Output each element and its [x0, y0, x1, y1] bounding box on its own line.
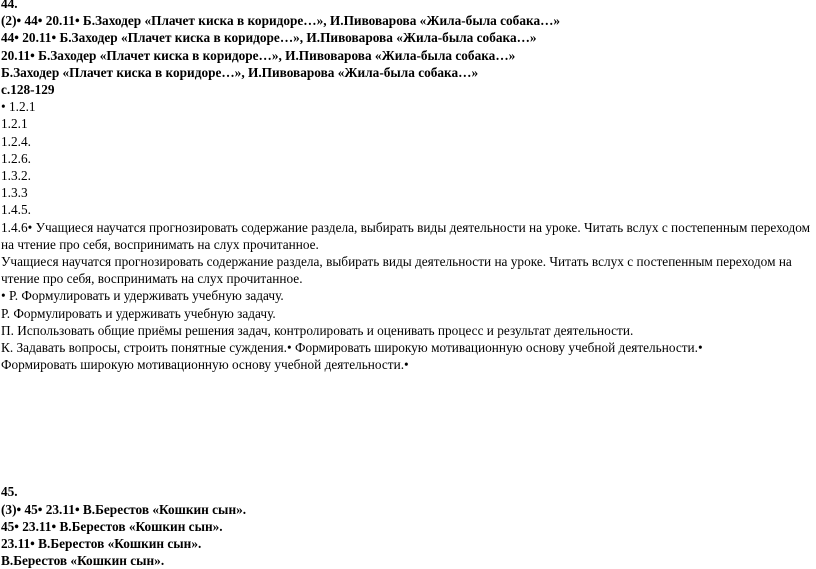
lesson-45-heading: 45. [1, 484, 18, 500]
lesson-44-title-line: (2)• 44• 20.11• Б.Заходер «Плачет киска в коридоре…», И.Пивоварова «Жила-была собака…» [1, 13, 561, 29]
code-line: 1.3.3 [1, 185, 28, 201]
lesson-44-title-line: Б.Заходер «Плачет киска в коридоре…», И.Пивоварова «Жила-была собака…» [1, 64, 479, 80]
code-line: 1.4.5. [1, 202, 31, 218]
outcome-paragraph: Учащиеся научатся прогнозировать содержание раздела, выбирать виды деятельности на уроке. Читать вслух с постепенным переходом на чтение про себя, воспринимать на слух прочитанное. [1, 254, 792, 287]
personal-line: Формировать широкую мотивационную основу учебной деятельности.• [1, 357, 409, 373]
lesson-45-title-line: 23.11• В.Берестов «Кошкин сын». [1, 536, 202, 552]
code-line: 1.2.4. [1, 133, 31, 149]
lesson-44-title-line: 44• 20.11• Б.Заходер «Плачет киска в коридоре…», И.Пивоварова «Жила-была собака…» [1, 30, 537, 46]
blank-space [1, 373, 813, 483]
lesson-44-title-line: 20.11• Б.Заходер «Плачет киска в коридоре…», И.Пивоварова «Жила-была собака…» [1, 47, 516, 63]
lesson-44-heading: 44. [1, 0, 18, 11]
code-line: • 1.2.1 [1, 99, 36, 115]
cognitive-line: П. Использовать общие приёмы решения задач, контролировать и оценивать процесс и результат деятельности. [1, 322, 634, 338]
document-page [1, 0, 813, 569]
regulative-line: • Р. Формулировать и удерживать учебную задачу. [1, 288, 284, 304]
regulative-line: Р. Формулировать и удерживать учебную задачу. [1, 305, 276, 321]
lesson-45-title-line: 45• 23.11• В.Берестов «Кошкин сын». [1, 518, 223, 534]
lesson-45-title-line: В.Берестов «Кошкин сын». [1, 553, 165, 569]
lesson-44-pages: с.128-129 [1, 82, 55, 98]
code-line: 1.3.2. [1, 168, 31, 184]
communicative-line: К. Задавать вопросы, строить понятные суждения.• Формировать широкую мотивационную основу учебной деятельности.• [1, 340, 703, 356]
lesson-45-title-line: (3)• 45• 23.11• В.Берестов «Кошкин сын». [1, 501, 247, 517]
code-line: 1.2.6. [1, 150, 31, 166]
code-line: 1.2.1 [1, 116, 28, 132]
outcome-paragraph: 1.4.6• Учащиеся научатся прогнозировать содержание раздела, выбирать виды деятельности на уроке. Читать вслух с постепенным переходом на чтение про себя, воспринимать на слух прочитанное. [1, 219, 811, 252]
